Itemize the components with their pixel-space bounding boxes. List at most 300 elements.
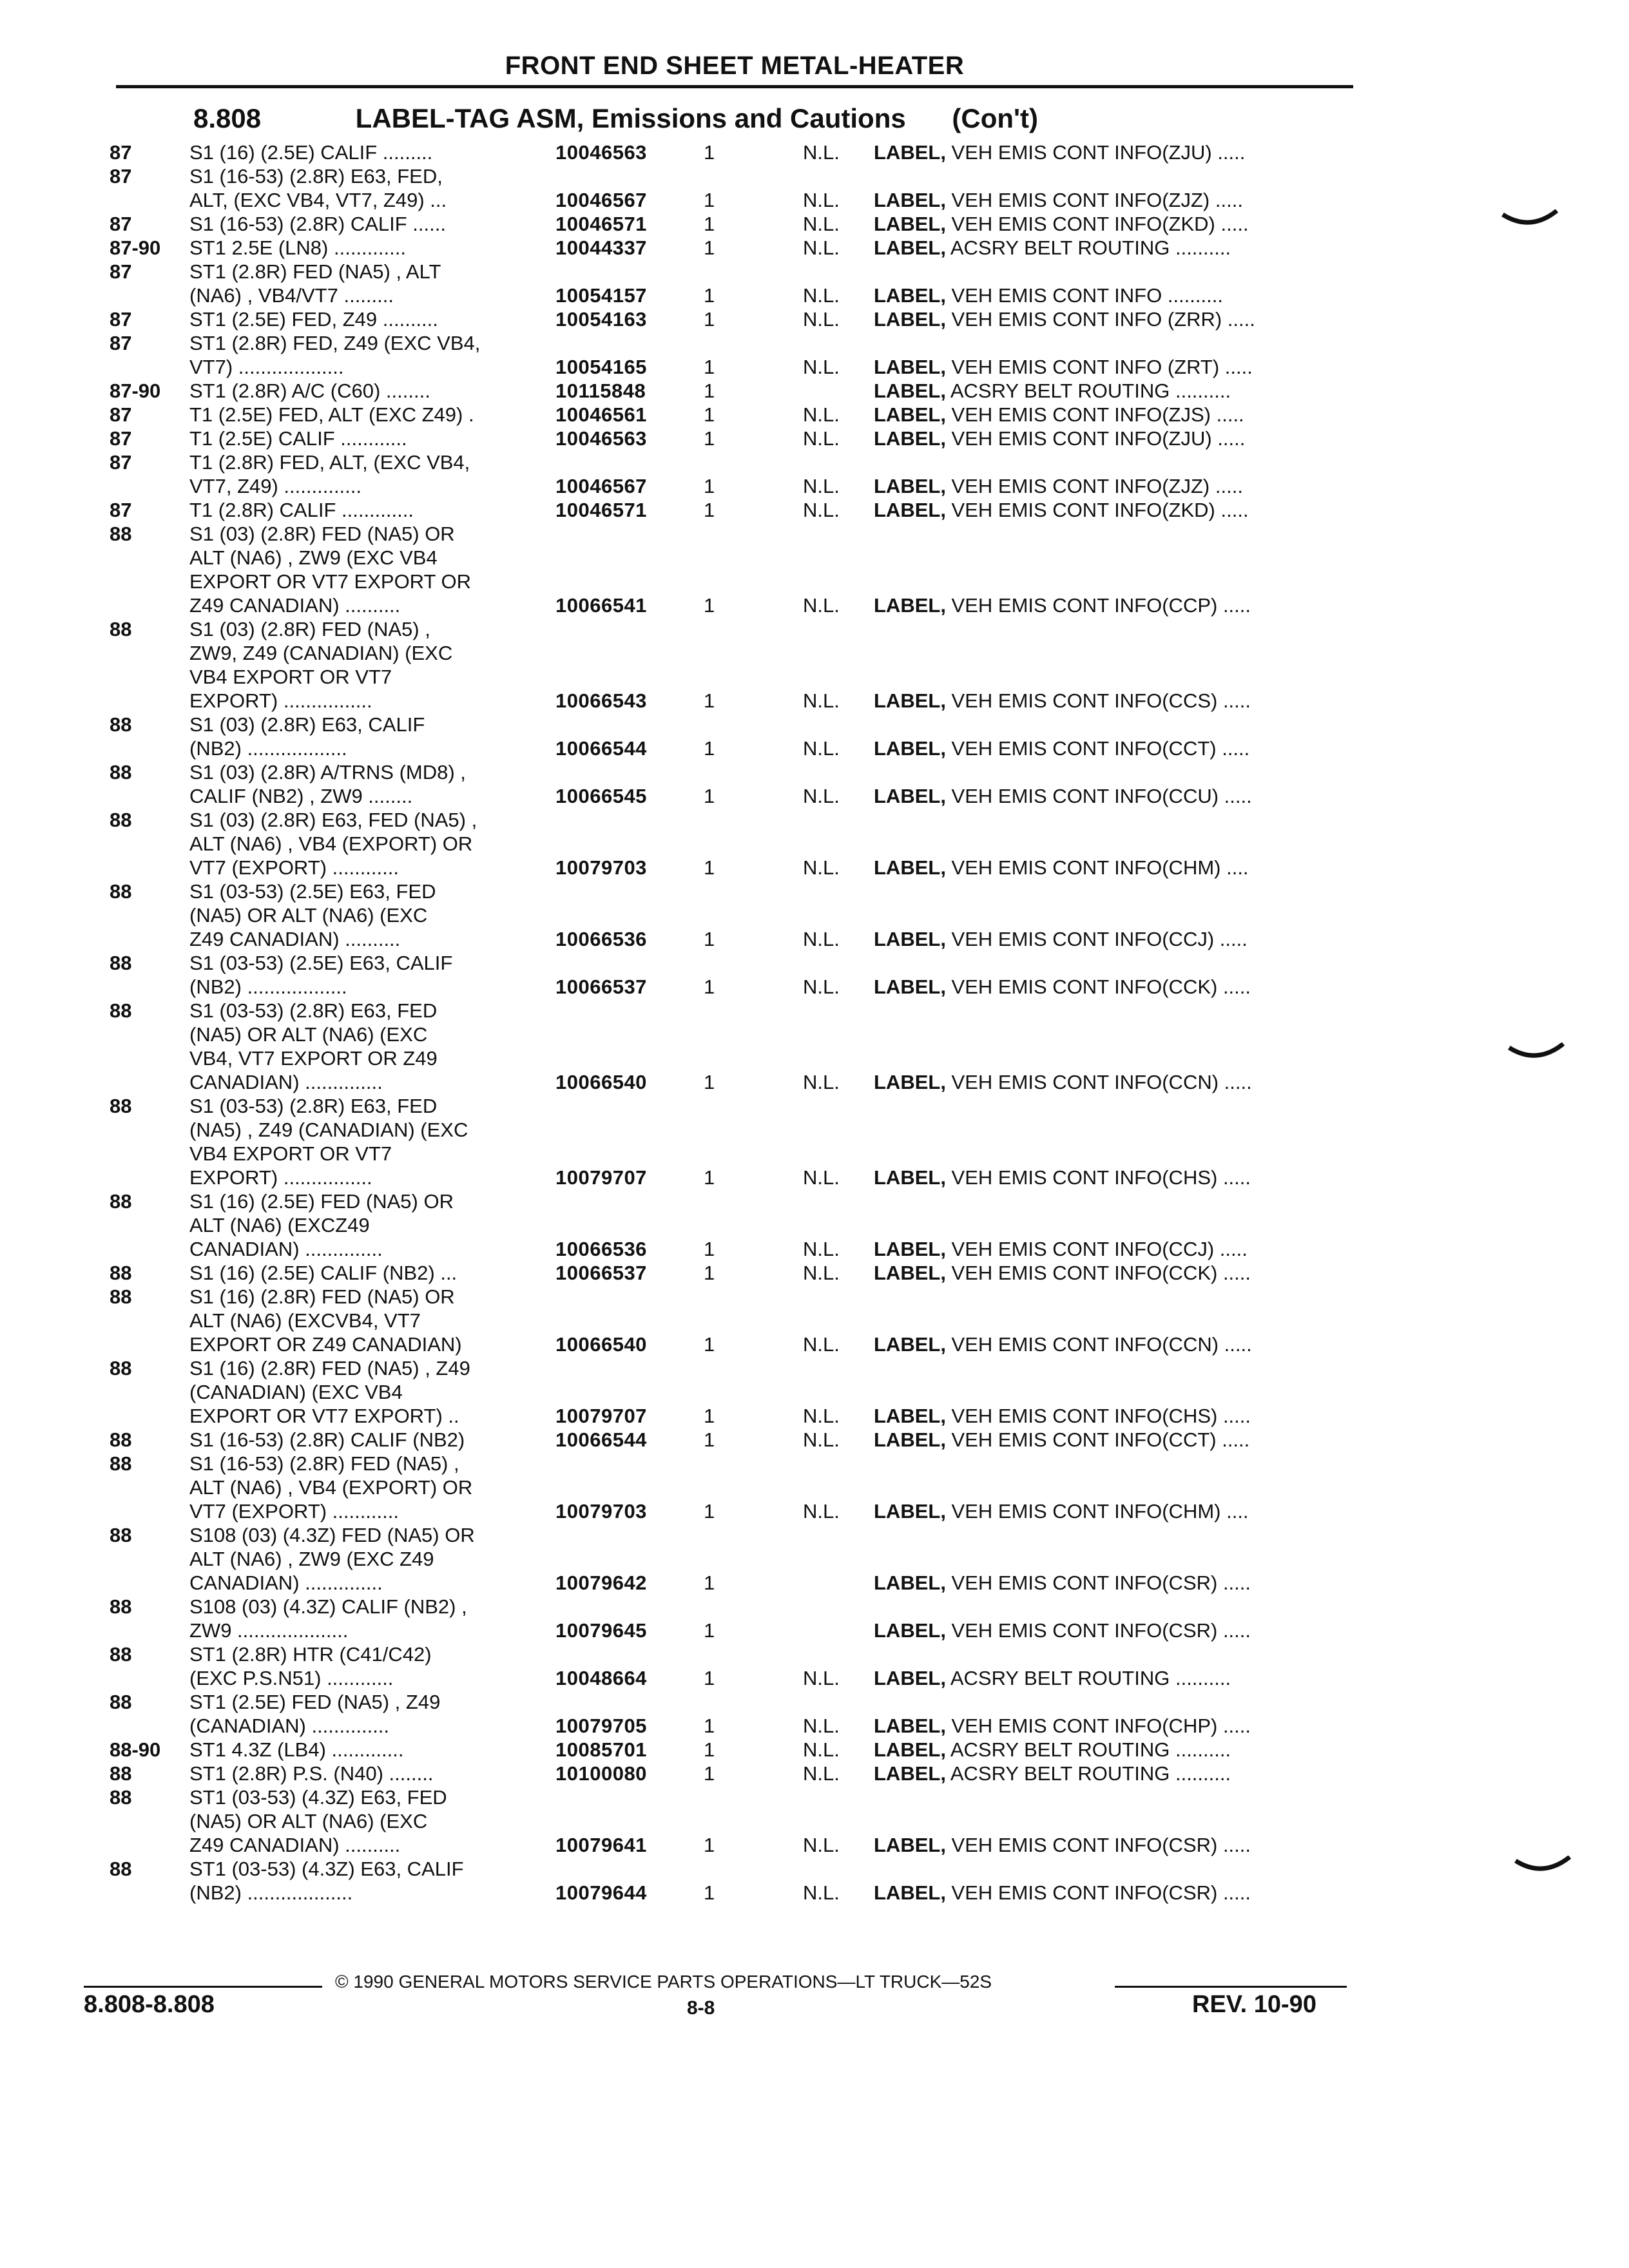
list-item [0,1166,1629,1189]
part-name-detail: VEH EMIS CONT INFO(CCN) ..... [945,1071,1252,1093]
list-item [0,236,1629,260]
part-name [874,140,1245,164]
nl-flag: N.L. [803,189,840,211]
nl-flag: N.L. [803,403,840,426]
part-name-prefix: LABEL, [874,1428,946,1451]
list-item [0,1094,1629,1118]
list-item [0,1475,1629,1499]
nl-flag: N.L. [803,1500,840,1523]
part-name-detail: VEH EMIS CONT INFO(CCP) ..... [945,594,1251,617]
nl-flag: N.L. [803,356,840,378]
quantity: 1 [704,1667,715,1689]
list-item [0,1785,1629,1809]
list-item [0,1881,1629,1905]
list-item [0,1571,1629,1595]
part-name-detail: VEH EMIS CONT INFO(CHM) .... [945,856,1249,879]
nl-flag: N.L. [803,1881,840,1904]
list-item [0,736,1629,760]
list-item [0,1356,1629,1380]
application-description: CALIF (NB2) , ZW9 ........ [189,785,413,807]
application-description: (NB2) ................... [189,1881,353,1904]
part-number: 10046563 [555,427,647,450]
part-name-detail: VEH EMIS CONT INFO(ZJZ) ..... [945,189,1243,211]
part-name-detail: VEH EMIS CONT INFO(ZJZ) ..... [945,475,1243,497]
quantity: 1 [704,356,715,378]
part-name-detail: VEH EMIS CONT INFO(CHS) ..... [945,1405,1251,1427]
quantity: 1 [704,427,715,450]
part-name [874,188,1243,212]
part-name [874,1738,1231,1762]
part-name-detail: VEH EMIS CONT INFO(CCJ) ..... [945,928,1248,950]
part-name-prefix: LABEL, [874,689,946,712]
quantity: 1 [704,737,715,760]
part-name [874,1881,1251,1905]
list-item [0,140,1629,164]
part-name-prefix: LABEL, [874,1238,946,1260]
nl-flag: N.L. [803,141,840,164]
application-description: S1 (16) (2.8R) FED (NA5) OR [189,1285,455,1308]
part-name-detail: VEH EMIS CONT INFO(ZJU) ..... [945,427,1246,450]
list-item [0,1428,1629,1452]
model-year: 88 [110,761,132,783]
nl-flag: N.L. [803,1071,840,1093]
model-year: 88 [110,1357,132,1379]
quantity: 1 [704,1071,715,1093]
model-year: 88 [110,999,132,1022]
section-continued: (Con't) [952,103,1038,133]
list-item [0,379,1629,403]
header-rule [116,85,1353,88]
list-item [0,1237,1629,1261]
binder-mark [1514,1856,1572,1881]
part-name-prefix: LABEL, [874,141,946,164]
quantity: 1 [704,1500,715,1523]
application-description: S1 (03) (2.8R) E63, CALIF [189,713,425,736]
part-name-prefix: LABEL, [874,308,946,331]
part-number: 10066537 [555,975,647,998]
part-name-detail: VEH EMIS CONT INFO(CSR) ..... [945,1619,1251,1642]
model-year: 88 [110,952,132,974]
part-name [874,474,1243,498]
list-item [0,1404,1629,1428]
application-description: CANADIAN) .............. [189,1238,383,1260]
application-description: ST1 (2.8R) FED (NA5) , ALT [189,260,441,283]
list-item [0,713,1629,736]
part-name-prefix: LABEL, [874,1333,946,1356]
application-description: ST1 (2.8R) A/C (C60) ........ [189,380,430,402]
section-number: 8.808 [193,103,262,133]
part-number: 10046571 [555,499,647,521]
part-name-prefix: LABEL, [874,189,946,211]
model-year: 87 [110,427,132,450]
part-name [874,1070,1252,1094]
part-name-detail: VEH EMIS CONT INFO(CCJ) ..... [945,1238,1248,1260]
list-item [0,689,1629,713]
nl-flag: N.L. [803,856,840,879]
application-description: S1 (16) (2.5E) CALIF (NB2) ... [189,1262,458,1284]
application-description: ALT (NA6) (EXCZ49 [189,1214,370,1236]
model-year: 88 [110,1262,132,1284]
part-number: 10079705 [555,1715,647,1737]
quantity: 1 [704,1834,715,1856]
footer-range: 8.808-8.808 [84,1991,215,2018]
quantity: 1 [704,380,715,402]
model-year: 88 [110,618,132,640]
part-number: 10079707 [555,1166,647,1189]
quantity: 1 [704,403,715,426]
part-name-prefix: LABEL, [874,594,946,617]
model-year: 87 [110,308,132,331]
part-number: 10046567 [555,475,647,497]
part-name-detail: VEH EMIS CONT INFO(ZJU) ..... [945,141,1246,164]
model-year: 88 [110,1190,132,1213]
part-name-prefix: LABEL, [874,1262,946,1284]
application-description: S1 (03) (2.8R) E63, FED (NA5) , [189,809,477,831]
nl-flag: N.L. [803,737,840,760]
list-item [0,1666,1629,1690]
model-year: 88 [110,1095,132,1117]
part-name [874,284,1223,307]
application-description: ALT, (EXC VB4, VT7, Z49) ... [189,189,447,211]
list-item [0,760,1629,784]
list-item [0,1619,1629,1642]
list-item [0,188,1629,212]
application-description: CANADIAN) .............. [189,1571,383,1594]
list-item [0,1523,1629,1547]
application-description: S1 (16) (2.5E) FED (NA5) OR [189,1190,454,1213]
part-name-detail: ACSRY BELT ROUTING .......... [945,236,1231,259]
part-number: 10100080 [555,1762,647,1785]
application-description: Z49 CANADIAN) .......... [189,594,401,617]
part-name [874,1833,1251,1857]
application-description: VT7) ................... [189,356,344,378]
nl-flag: N.L. [803,975,840,998]
application-description: EXPORT OR Z49 CANADIAN) [189,1333,462,1356]
part-name-prefix: LABEL, [874,1405,946,1427]
model-year: 87-90 [110,380,161,402]
part-name [874,1237,1248,1261]
list-item [0,999,1629,1023]
part-name-detail: ACSRY BELT ROUTING .......... [945,1667,1231,1689]
copyright-text: © 1990 GENERAL MOTORS SERVICE PARTS OPERATIONS—LT TRUCK—52S [335,1972,992,1992]
list-item [0,1452,1629,1475]
model-year: 87 [110,213,132,235]
part-name-prefix: LABEL, [874,785,946,807]
part-name-prefix: LABEL, [874,236,946,259]
list-item [0,307,1629,331]
quantity: 1 [704,1262,715,1284]
part-number: 10079644 [555,1881,647,1904]
part-name-detail: VEH EMIS CONT INFO(ZJS) ..... [945,403,1244,426]
quantity: 1 [704,1762,715,1785]
part-name-prefix: LABEL, [874,1834,946,1856]
model-year: 87 [110,332,132,354]
part-number: 10066540 [555,1333,647,1356]
nl-flag: N.L. [803,594,840,617]
nl-flag: N.L. [803,1738,840,1761]
quantity: 1 [704,213,715,235]
list-item [0,1261,1629,1285]
quantity: 1 [704,475,715,497]
part-number: 10079642 [555,1571,647,1594]
application-description: VB4 EXPORT OR VT7 [189,1142,392,1165]
part-name-prefix: LABEL, [874,499,946,521]
part-name [874,212,1249,236]
application-description: S1 (16-53) (2.8R) CALIF ...... [189,213,446,235]
binder-mark [1501,209,1559,235]
part-name-prefix: LABEL, [874,856,946,879]
part-number: 10046571 [555,213,647,235]
model-year: 87 [110,451,132,474]
nl-flag: N.L. [803,1238,840,1260]
application-description: (NA6) , VB4/VT7 ......... [189,284,394,307]
application-description: ST1 (2.8R) P.S. (N40) ........ [189,1762,434,1785]
revision: REV. 10-90 [1192,1991,1316,2018]
application-description: ST1 (2.5E) FED (NA5) , Z49 [189,1691,441,1713]
quantity: 1 [704,1428,715,1451]
application-description: (NA5) OR ALT (NA6) (EXC [189,1810,428,1832]
part-name [874,379,1231,403]
part-name [874,1619,1251,1642]
part-number: 10079641 [555,1834,647,1856]
part-name [874,1666,1231,1690]
nl-flag: N.L. [803,308,840,331]
application-description: (EXC P.S.N51) ............ [189,1667,394,1689]
list-item [0,808,1629,832]
part-name-prefix: LABEL, [874,737,946,760]
nl-flag: N.L. [803,213,840,235]
part-name-prefix: LABEL, [874,1071,946,1093]
part-name [874,498,1249,522]
part-name-detail: VEH EMIS CONT INFO(CCK) ..... [945,1262,1251,1284]
page-header: FRONT END SHEET METAL-HEATER [505,52,965,80]
model-year: 88 [110,1762,132,1785]
application-description: ALT (NA6) (EXCVB4, VT7 [189,1309,421,1332]
application-description: (NA5) OR ALT (NA6) (EXC [189,904,428,927]
footer-rule [84,1986,322,1988]
nl-flag: N.L. [803,499,840,521]
part-number: 10079703 [555,1500,647,1523]
list-item [0,1046,1629,1070]
application-description: T1 (2.8R) FED, ALT, (EXC VB4, [189,451,470,474]
list-item [0,284,1629,307]
part-name-detail: VEH EMIS CONT INFO(CHS) ..... [945,1166,1251,1189]
part-name-prefix: LABEL, [874,1667,946,1689]
part-name-prefix: LABEL, [874,1715,946,1737]
list-item [0,903,1629,927]
part-name-detail: VEH EMIS CONT INFO(CCN) ..... [945,1333,1252,1356]
part-name-detail: VEH EMIS CONT INFO(CCT) ..... [945,737,1250,760]
application-description: ST1 (2.8R) FED, Z49 (EXC VB4, [189,332,481,354]
part-number: 10046563 [555,141,647,164]
application-description: ST1 (03-53) (4.3Z) E63, FED [189,1786,447,1809]
list-item [0,1595,1629,1619]
list-item [0,784,1629,808]
application-description: VT7, Z49) .............. [189,475,362,497]
list-item [0,1380,1629,1404]
model-year: 88 [110,880,132,903]
application-description: ST1 2.5E (LN8) ............. [189,236,406,259]
part-name-detail: VEH EMIS CONT INFO(CCK) ..... [945,975,1251,998]
application-description: ST1 (03-53) (4.3Z) E63, CALIF [189,1858,464,1880]
model-year: 88 [110,1858,132,1880]
part-name [874,689,1251,713]
part-name-prefix: LABEL, [874,1738,946,1761]
model-year: 88 [110,1524,132,1546]
part-number: 10066536 [555,928,647,950]
quantity: 1 [704,1333,715,1356]
list-item [0,665,1629,689]
part-number: 10066543 [555,689,647,712]
application-description: S1 (16-53) (2.8R) CALIF (NB2) [189,1428,465,1451]
part-name-prefix: LABEL, [874,975,946,998]
part-name [874,784,1252,808]
parts-list [0,140,1629,1905]
quantity: 1 [704,189,715,211]
part-name [874,1714,1251,1738]
part-name [874,1499,1249,1523]
application-description: T1 (2.8R) CALIF ............. [189,499,414,521]
quantity: 1 [704,1405,715,1427]
list-item [0,951,1629,975]
list-item [0,1118,1629,1142]
list-item [0,1642,1629,1666]
application-description: S1 (03-53) (2.5E) E63, CALIF [189,952,453,974]
quantity: 1 [704,1571,715,1594]
application-description: (NB2) .................. [189,975,347,998]
list-item [0,856,1629,879]
quantity: 1 [704,1619,715,1642]
part-name-prefix: LABEL, [874,284,946,307]
application-description: (CANADIAN) .............. [189,1715,390,1737]
nl-flag: N.L. [803,1667,840,1689]
nl-flag: N.L. [803,1834,840,1856]
part-name [874,593,1251,617]
model-year: 87 [110,403,132,426]
part-number: 10066544 [555,737,647,760]
model-year: 87 [110,499,132,521]
model-year: 88 [110,1691,132,1713]
part-number: 10079703 [555,856,647,879]
nl-flag: N.L. [803,1405,840,1427]
application-description: CANADIAN) .............. [189,1071,383,1093]
part-name-detail: VEH EMIS CONT INFO(CSR) ..... [945,1881,1251,1904]
nl-flag: N.L. [803,236,840,259]
nl-flag: N.L. [803,689,840,712]
quantity: 1 [704,141,715,164]
quantity: 1 [704,236,715,259]
application-description: EXPORT OR VT7 EXPORT) .. [189,1405,459,1427]
nl-flag: N.L. [803,1262,840,1284]
list-item [0,570,1629,593]
part-name-prefix: LABEL, [874,356,946,378]
part-name [874,307,1255,331]
model-year: 87-90 [110,236,161,259]
nl-flag: N.L. [803,1166,840,1189]
list-item [0,1809,1629,1833]
list-item [0,355,1629,379]
part-number: 10048664 [555,1667,647,1689]
part-name [874,1166,1251,1189]
part-number: 10066537 [555,1262,647,1284]
part-name-prefix: LABEL, [874,403,946,426]
quantity: 1 [704,689,715,712]
part-name [874,736,1249,760]
quantity: 1 [704,1715,715,1737]
list-item [0,1547,1629,1571]
part-name-detail: VEH EMIS CONT INFO .......... [945,284,1223,307]
application-description: T1 (2.5E) FED, ALT (EXC Z49) . [189,403,474,426]
part-name [874,403,1244,427]
part-name [874,1571,1251,1595]
list-item [0,1762,1629,1785]
list-item [0,331,1629,355]
part-name-detail: VEH EMIS CONT INFO(CCU) ..... [945,785,1252,807]
section-title: LABEL-TAG ASM, Emissions and Cautions [355,103,906,133]
application-description: ZW9, Z49 (CANADIAN) (EXC [189,642,453,664]
application-description: S1 (03-53) (2.8R) E63, FED [189,1095,438,1117]
part-name-prefix: LABEL, [874,1500,946,1523]
application-description: ST1 4.3Z (LB4) ............. [189,1738,404,1761]
model-year: 88 [110,1643,132,1666]
quantity: 1 [704,499,715,521]
nl-flag: N.L. [803,284,840,307]
list-item [0,164,1629,188]
list-item [0,1332,1629,1356]
model-year: 87 [110,141,132,164]
part-name-detail: VEH EMIS CONT INFO(CHP) ..... [945,1715,1251,1737]
list-item [0,403,1629,427]
model-year: 88 [110,1428,132,1451]
application-description: (NA5) , Z49 (CANADIAN) (EXC [189,1119,468,1141]
application-description: S1 (03) (2.8R) A/TRNS (MD8) , [189,761,466,783]
binder-mark [1508,1043,1566,1068]
list-item [0,260,1629,284]
page-number: 8-8 [687,1997,715,2019]
part-name [874,236,1231,260]
part-number: 10054165 [555,356,647,378]
part-name-detail: VEH EMIS CONT INFO(ZKD) ..... [945,499,1249,521]
list-item [0,927,1629,951]
quantity: 1 [704,594,715,617]
part-number: 10085701 [555,1738,647,1761]
list-item [0,1023,1629,1046]
part-name [874,1261,1251,1285]
application-description: S1 (16-53) (2.8R) FED (NA5) , [189,1452,459,1475]
part-number: 10054157 [555,284,647,307]
list-item [0,450,1629,474]
part-name-prefix: LABEL, [874,213,946,235]
list-item [0,522,1629,546]
application-description: ALT (NA6) , ZW9 (EXC Z49 [189,1548,434,1570]
application-description: ZW9 .................... [189,1619,349,1642]
list-item [0,1833,1629,1857]
part-name-prefix: LABEL, [874,380,946,402]
application-description: EXPORT) ................ [189,1166,372,1189]
application-description: ST1 (2.5E) FED, Z49 .......... [189,308,438,331]
part-number: 10066541 [555,594,647,617]
quantity: 1 [704,785,715,807]
model-year: 87 [110,165,132,187]
list-item [0,641,1629,665]
list-item [0,975,1629,999]
model-year: 88 [110,809,132,831]
part-name [874,427,1245,450]
part-number: 10066540 [555,1071,647,1093]
list-item [0,1714,1629,1738]
application-description: Z49 CANADIAN) .......... [189,928,401,950]
section-heading [193,103,1038,134]
